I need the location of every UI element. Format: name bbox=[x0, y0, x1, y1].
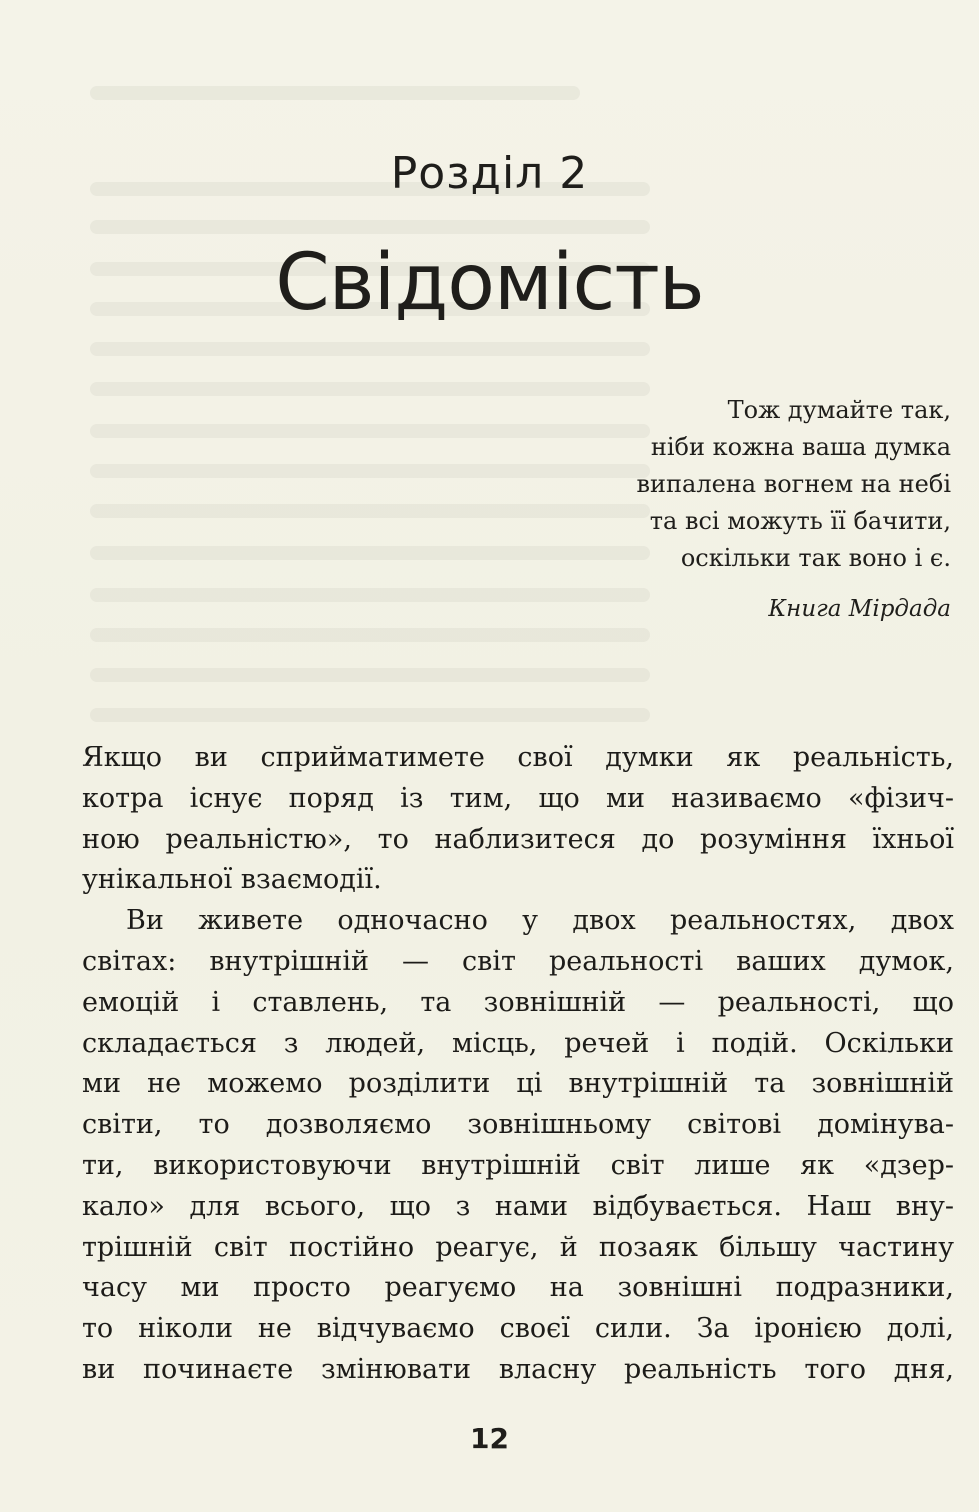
epigraph-line: оскільки так воно і є. bbox=[680, 544, 951, 572]
bleed-through-shade bbox=[90, 708, 650, 722]
bleed-through-shade bbox=[90, 668, 650, 682]
page-number: 12 bbox=[470, 1422, 509, 1455]
epigraph-line: ніби кожна ваша думка bbox=[650, 433, 951, 461]
body-line: унікальної взаємодії. bbox=[82, 864, 382, 896]
body-line: світи, то дозволяємо зовнішньому світові домінува- bbox=[82, 1109, 954, 1141]
body-line: ми не можемо розділити ці внутрішній та зовнішній bbox=[82, 1068, 954, 1100]
body-line: емоцій і ставлень, та зовнішній — реальності, що bbox=[82, 986, 954, 1018]
body-line: то ніколи не відчуваємо своєї сили. За іронією долі, bbox=[82, 1313, 954, 1345]
body-line: Ви живете одночасно у двох реальностях, двох bbox=[126, 905, 954, 937]
bleed-through-shade bbox=[90, 220, 650, 234]
epigraph-line: випалена вогнем на небі bbox=[636, 470, 951, 498]
epigraph-line: Тож думайте так, bbox=[727, 396, 951, 424]
epigraph bbox=[391, 392, 951, 628]
body-line: світах: внутрішній — світ реальності ваших думок, bbox=[82, 945, 954, 977]
body-line: ною реальністю», то наблизитеся до розуміння їхньої bbox=[82, 823, 954, 855]
body-line: ви починаєте змінювати власну реальність того дня, bbox=[82, 1353, 954, 1385]
body-line: складається з людей, місць, речей і подій. Оскільки bbox=[82, 1027, 954, 1059]
bleed-through-shade bbox=[90, 86, 580, 100]
body-line: котра існує поряд із тим, що ми називаємо «фізич- bbox=[82, 782, 954, 814]
epigraph-line: та всі можуть її бачити, bbox=[649, 507, 951, 535]
bleed-through-shade bbox=[90, 628, 650, 642]
body-line: часу ми просто реагуємо на зовнішні подразники, bbox=[82, 1272, 954, 1304]
body-line: ти, використовуючи внутрішній світ лише як «дзер- bbox=[82, 1149, 954, 1181]
body-line: Якщо ви сприйматимете свої думки як реальність, bbox=[82, 742, 954, 773]
chapter-number: Розділ 2 bbox=[390, 148, 589, 199]
chapter-title: Свідомість bbox=[275, 238, 704, 328]
bleed-through-shade bbox=[90, 342, 650, 356]
body-text bbox=[82, 738, 954, 1391]
body-line: трішній світ постійно реагує, й позаяк більшу частину bbox=[82, 1231, 954, 1263]
body-line: кало» для всього, що з нами відбувається. Наш вну- bbox=[82, 1190, 954, 1222]
epigraph-source: Книга Мірдада bbox=[768, 596, 951, 622]
